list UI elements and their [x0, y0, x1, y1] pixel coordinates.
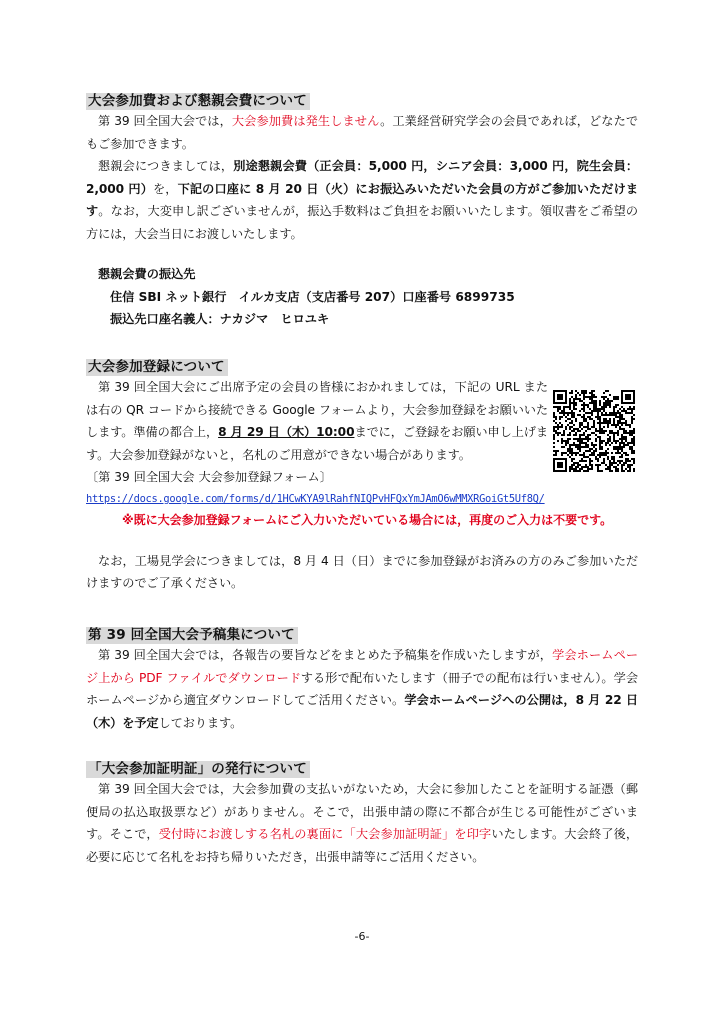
account-line: 住信 SBI ネット銀行 イルカ支店（支店番号 207）口座番号 6899735: [110, 289, 515, 304]
paragraph: [86, 155, 638, 245]
section-heading: 大会参加費および懇親会費について: [86, 93, 310, 110]
text-run: 第 39 回全国大会にご出席予定の会員の皆様におかれましては，下記の URL または右の QR コードから接続できる Google フォームより，大会参加登録をお願いいたします。準備の都合上，: [86, 380, 548, 439]
text-run: しております。: [158, 715, 243, 730]
text-run: 第 39 回全国大会では，大会参加費の支払いがないため，大会に参加したことを証明する証憑（郵便局の払込取扱票など）がありません。そこで，出張申請の際に不都合が生じる可能性がございます。そこで，: [86, 782, 638, 841]
form-url-link[interactable]: https://docs.google.com/forms/d/1HCwKYA9lRahfNIQPvHFQxYmJAmO6wMMXRGoiGt5Uf8Q/: [86, 493, 545, 505]
registration-note: ※既に大会参加登録フォームにご入力いただいている場合には，再度のご入力は不要です。: [122, 513, 613, 527]
text-run: 。なお，大変申し訳ございませんが，振込手数料はご負担をお願いいたします。領収書をご希望の方には，大会当日にお渡しいたします。: [86, 204, 638, 241]
text-run: 下記の口座に 8 月 20 日（火）にお振込みいただいた会員の方がご参加いただけます: [86, 181, 638, 218]
section-heading: 「大会参加証明証」の発行について: [86, 761, 310, 778]
text-run: 学会ホームページへの公開は，8 月 22 日（木）を予定: [86, 693, 638, 730]
text-run: いたします。大会終了後，必要に応じて名札をお持ち帰りいただき，出張申請等にご活用ください。: [86, 827, 638, 864]
qr-code-icon[interactable]: [553, 390, 635, 472]
text-run: 。工業経営研究学会の会員であれば，どなたでもご参加できます。: [86, 114, 638, 151]
text-run: までに，ご登録をお願い申し上げます。大会参加登録がないと，名札のご用意ができない場合があります。: [86, 425, 548, 462]
form-label: 〔第 39 回全国大会 大会参加登録フォーム〕: [86, 470, 332, 484]
paragraph: [86, 376, 548, 466]
text-run: 懇親会につきましては，: [98, 159, 234, 173]
section-heading: 大会参加登録について: [86, 359, 228, 376]
paragraph: なお，工場見学会につきましては，8 月 4 日（日）までに参加登録がお済みの方のみご参加いただけますのでご了承ください。: [86, 553, 638, 590]
text-run: 受付時にお渡しする名札の裏面に「大会参加証明証」を印字: [158, 827, 492, 841]
paragraph: [86, 644, 638, 734]
text-run: を，: [153, 181, 178, 196]
text-run: 学会ホームページ上から PDF ファイルでダウンロード: [86, 648, 638, 685]
paragraph: [86, 778, 638, 868]
account-title: 懇親会費の振込先: [98, 267, 196, 281]
text-run: 別途懇親会費（正会員：5,000 円，シニア会員：3,000 円，院生会員：2,000 円）: [86, 159, 638, 196]
text-run: 大会参加費は発生しません: [231, 114, 381, 128]
text-run: 第 39 回全国大会では，: [98, 114, 232, 128]
section-proceedings: [86, 624, 638, 734]
text-run: 8 月 29 日（木）10:00: [218, 425, 355, 439]
page-number: -6-: [354, 930, 370, 943]
text-run: する形で配布いたします（冊子での配布は行いません）。学会ホームページから適宜ダウンロードしてご活用ください。: [86, 670, 638, 707]
paragraph: [86, 110, 638, 155]
account-holder: 振込先口座名義人：ナカジマ ヒロユキ: [110, 312, 330, 326]
section-certificate: [86, 758, 638, 868]
section-fees: [86, 90, 638, 331]
text-run: 第 39 回全国大会では，各報告の要旨などをまとめた予稿集を作成いたしますが，: [98, 648, 553, 662]
section-heading: 第 39 回全国大会予稿集について: [86, 627, 298, 644]
